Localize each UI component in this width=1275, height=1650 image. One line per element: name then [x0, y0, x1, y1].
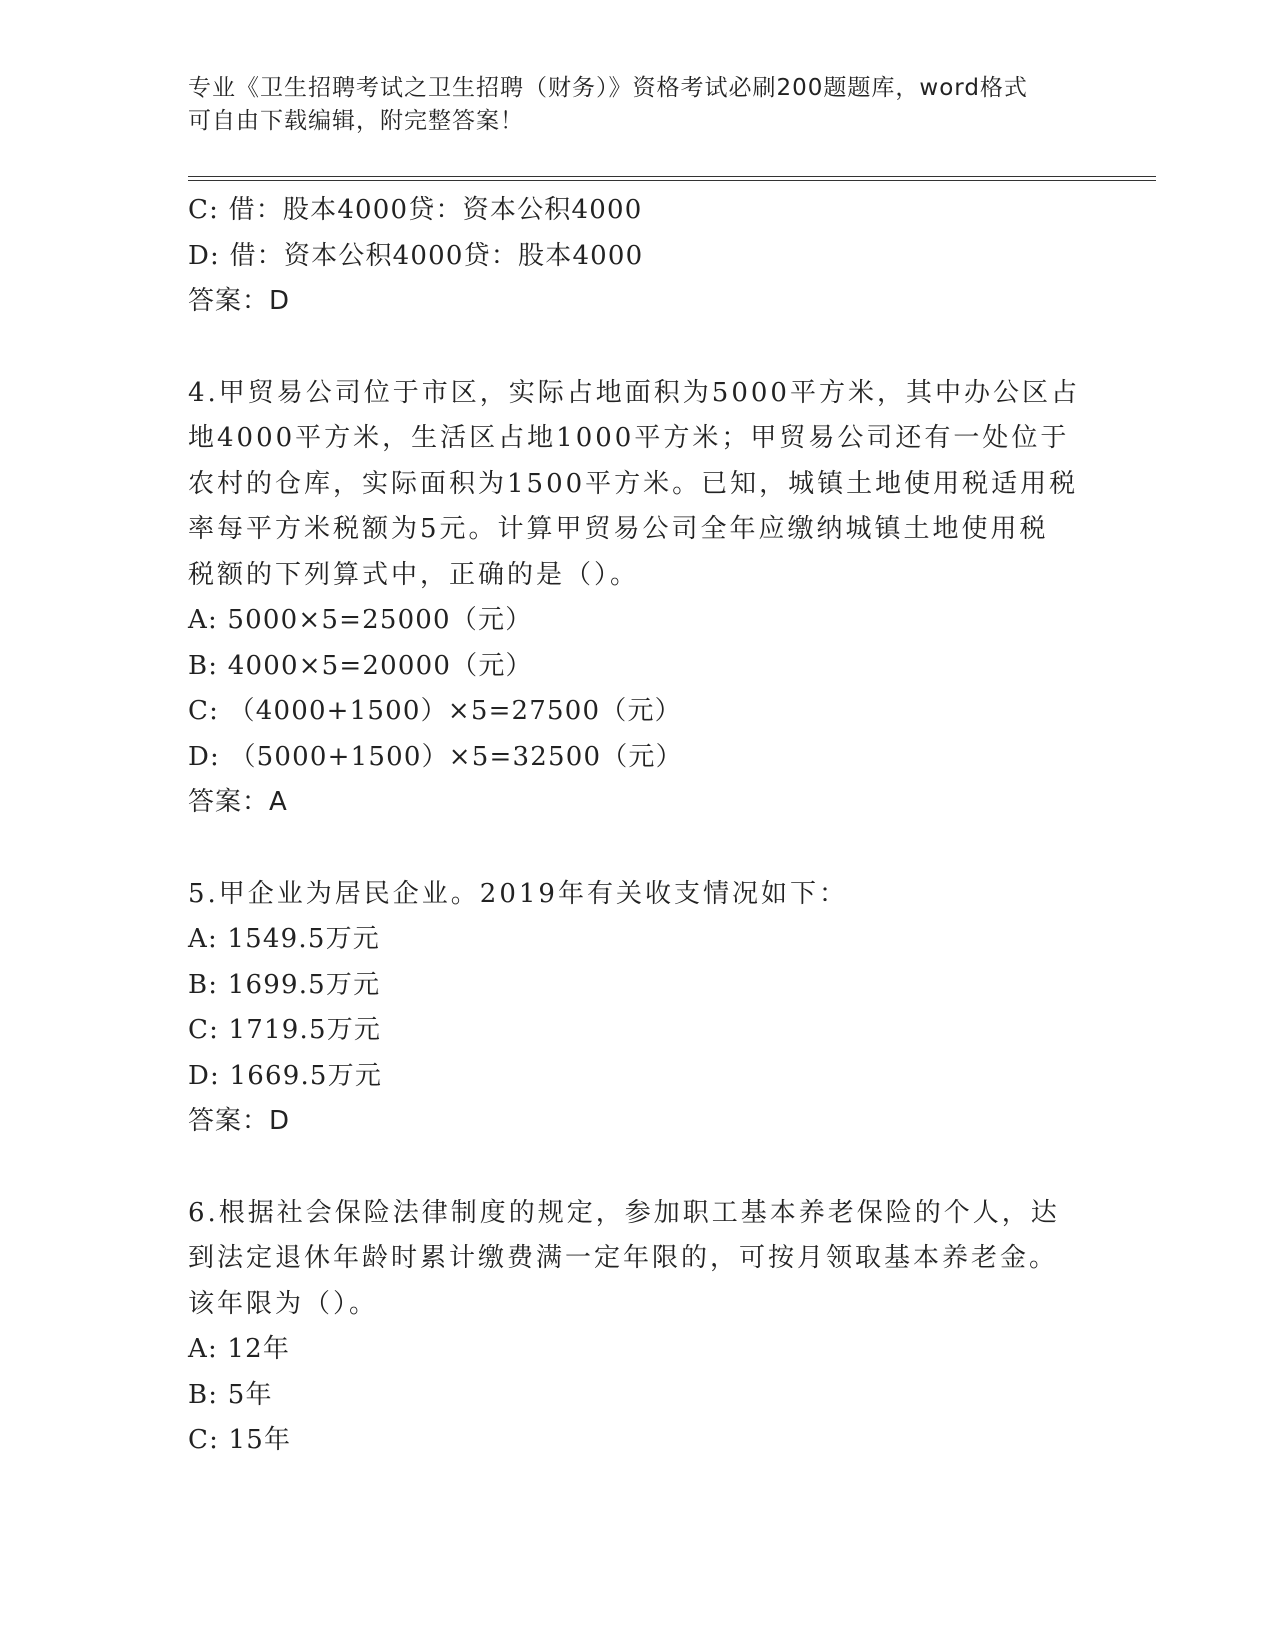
option-b: B: 5年	[188, 1379, 273, 1410]
header-line-2: 可自由下载编辑，附完整答案！	[188, 108, 524, 134]
header-divider	[188, 176, 1156, 181]
page-header	[188, 72, 1068, 138]
question-stem	[188, 1191, 1088, 1328]
option-a: A: 1549.5万元	[188, 924, 380, 954]
question-5	[188, 872, 1088, 1145]
spacer	[188, 325, 1088, 371]
option-c: C: 15年	[188, 1425, 292, 1455]
option-b: B: 4000×5=20000（元）	[188, 650, 533, 681]
stem-line: 6.根据社会保险法律制度的规定，参加职工基本养老保险的个人，达	[188, 1197, 1060, 1228]
stem-line: 5.甲企业为居民企业。2019年有关收支情况如下：	[188, 878, 848, 909]
question-6	[188, 1191, 1088, 1464]
stem-line: 4.甲贸易公司位于市区，实际占地面积为5000平方米，其中办公区占	[188, 377, 1080, 408]
option-c: C: 借：股本4000贷：资本公积4000	[188, 195, 643, 225]
spacer	[188, 826, 1088, 872]
option-a: A: 12年	[188, 1334, 291, 1364]
question-stem	[188, 872, 1088, 918]
answer: 答案：D	[188, 1106, 291, 1136]
stem-line: 该年限为（）。	[188, 1288, 379, 1319]
document-body	[188, 188, 1088, 1464]
option-a: A: 5000×5=25000（元）	[188, 605, 533, 635]
option-d: D: （5000+1500）×5=32500（元）	[188, 741, 683, 772]
question-continued	[188, 188, 1088, 325]
option-d: D: 借：资本公积4000贷：股本4000	[188, 240, 644, 271]
answer: 答案：D	[188, 286, 291, 316]
stem-line: 到法定退休年龄时累计缴费满一定年限的，可按月领取基本养老金。	[188, 1243, 1059, 1273]
question-4	[188, 371, 1088, 826]
answer: 答案：A	[188, 787, 288, 817]
spacer	[188, 1145, 1088, 1191]
stem-line: 地4000平方米，生活区占地1000平方米；甲贸易公司还有一处位于	[188, 423, 1070, 453]
question-stem	[188, 371, 1088, 599]
stem-line: 率每平方米税额为5元。计算甲贸易公司全年应缴纳城镇土地使用税	[188, 514, 1049, 544]
stem-line: 税额的下列算式中，正确的是（）。	[188, 559, 640, 590]
option-b: B: 1699.5万元	[188, 969, 381, 1000]
option-d: D: 1669.5万元	[188, 1060, 383, 1091]
header-line-1: 专业《卫生招聘考试之卫生招聘（财务）》资格考试必刷200题题库，word格式	[188, 75, 1028, 101]
option-c: C: 1719.5万元	[188, 1015, 382, 1045]
option-c: C: （4000+1500）×5=27500（元）	[188, 696, 682, 726]
stem-line: 农村的仓库，实际面积为1500平方米。已知，城镇土地使用税适用税	[188, 468, 1079, 499]
